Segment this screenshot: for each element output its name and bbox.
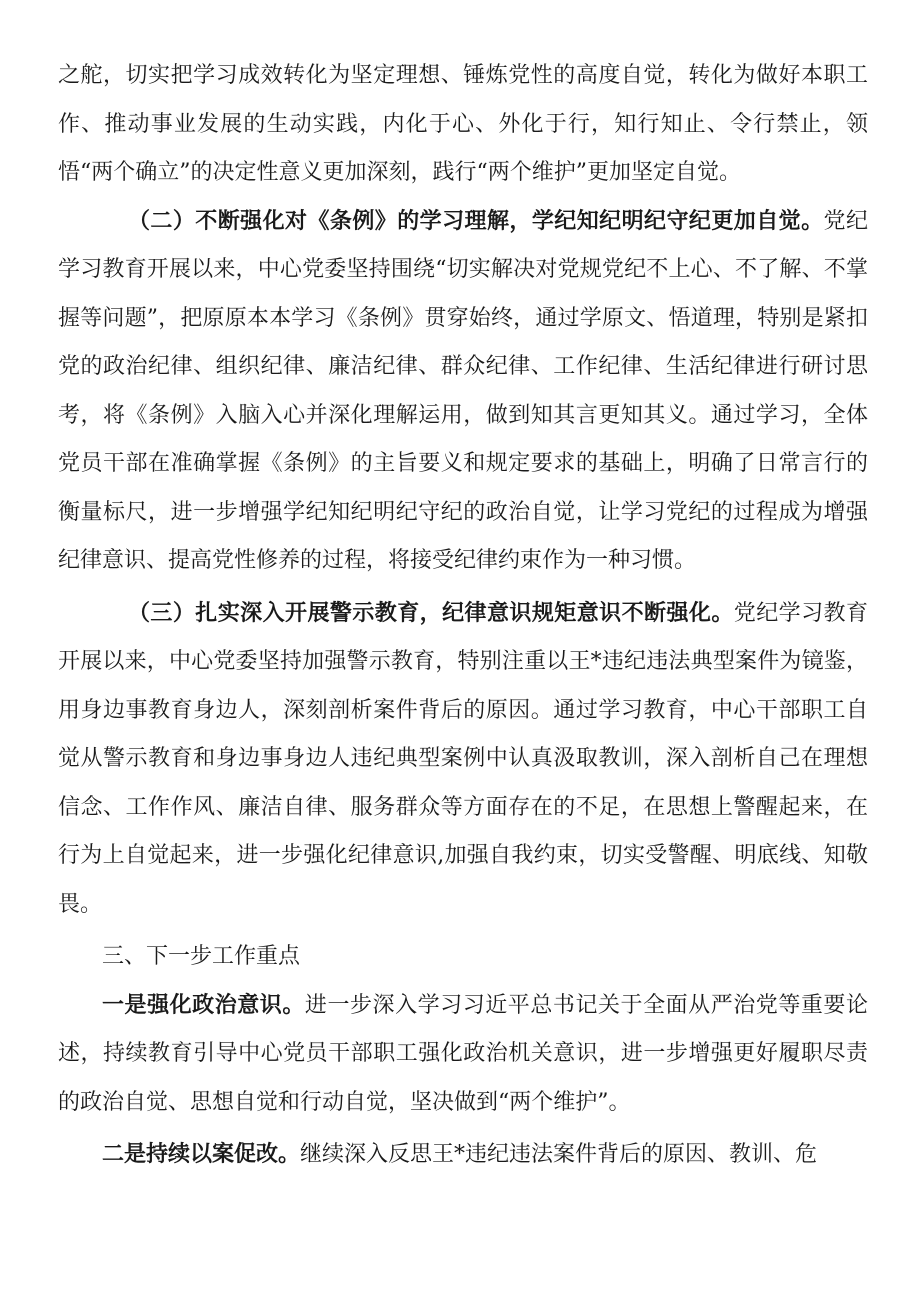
paragraph-text: 继续深入反思王*违纪违法案件背后的原因、教训、危 <box>300 1142 818 1167</box>
paragraph-lead: 二是持续以案促改。 <box>102 1142 301 1167</box>
paragraph-continuation <box>58 52 868 198</box>
paragraph-text: 党纪学习教育开展以来，中心党委坚持加强警示教育，特别注重以王*违纪违法典型案件为镜鉴，用身边事教育身边人，深刻剖析案件背后的原因。通过学习教育，中心干部职工自觉从警示教育和身边事身边人违纪典型案例中认真汲取教训，深入剖析自己在理想信念、工作作风、廉洁自律、服务群众等方面存在的不足，在思想上警醒起来，在行为上自觉起来，进一步强化纪律意识,加强自我约束，切实受警醒、明底线、知敬畏。 <box>58 600 868 917</box>
paragraph-text: 之舵，切实把学习成效转化为坚定理想、锤炼党性的高度自觉，转化为做好本职工作、推动事业发展的生动实践，内化于心、外化于行，知行知止、令行禁止，领悟“两个确立”的决定性意义更加深刻，践行“两个维护”更加坚定自觉。 <box>58 63 868 185</box>
paragraph-item-two <box>58 1131 868 1180</box>
section-heading: 三、下一步工作重点 <box>102 944 301 969</box>
paragraph-item-one <box>58 982 868 1128</box>
paragraph-text: 进一步深入学习习近平总书记关于全面从严治党等重要论述，持续教育引导中心党员干部职工强化政治机关意识，进一步增强更好履职尽责的政治自觉、思想自觉和行动自觉，坚决做到“两个维护”。 <box>58 992 868 1115</box>
paragraph-text: 党纪学习教育开展以来，中心党委坚持围绕“切实解决对党规党纪不上心、不了解、不掌握等问题”，把原原本本学习《条例》贯穿始终，通过学原文、悟道理，特别是紧扣党的政治纪律、组织纪律、廉洁纪律、群众纪律、工作纪律、生活纪律进行研讨思考，将《条例》入脑入心并深化理解运用，做到知其言更知其义。通过学习，全体党员干部在准确掌握《条例》的主旨要义和规定要求的基础上，明确了日常言行的衡量标尺，进一步增强学纪知纪明纪守纪的政治自觉，让学习党纪的过程成为增强纪律意识、提高党性修养的过程，将接受纪律约束作为一种习惯。 <box>58 208 868 573</box>
document-page <box>58 0 868 1180</box>
paragraph-lead: 一是强化政治意识。 <box>102 992 305 1018</box>
paragraph-lead: （二）不断强化对《条例》的学习理解，学纪知纪明纪守纪更加自觉。 <box>128 208 824 234</box>
paragraph-lead: （三）扎实深入开展警示教育，纪律意识规矩意识不断强化。 <box>128 600 734 626</box>
paragraph-section-three <box>58 590 868 930</box>
paragraph-section-two <box>58 198 868 586</box>
